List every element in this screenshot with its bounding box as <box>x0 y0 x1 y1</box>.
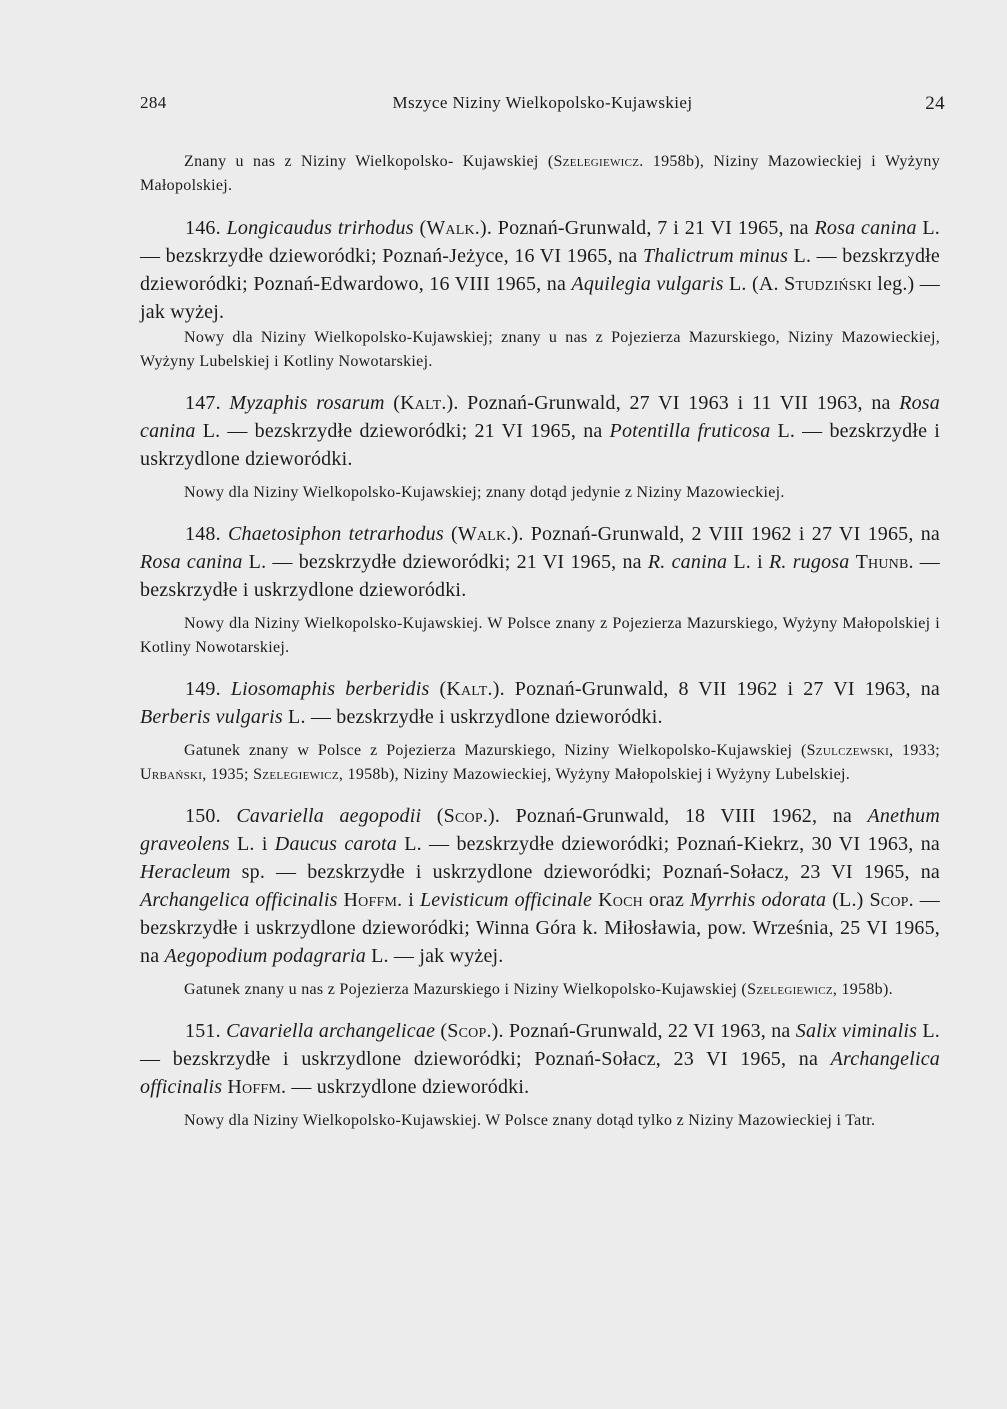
entry-number: 149. <box>185 678 221 700</box>
species-note-147: Nowy dla Niziny Wielkopolsko-Kujawskiej; znany dotąd jedynie z Niziny Mazowieckiej. <box>184 484 785 501</box>
species-entry-146: 146. Longicaudus trirhodus (Walk.). Poznań-Grunwald, 7 i 21 VI 1965, na Rosa canina L. — bezskrzydłe dzieworódki; Poznań-Jeżyce, 16 VI 1965, na Thalictrum minus L. — bezskrzydłe dzieworódki; Poznań-Edwardowo, 16 VIII 1965, na Aquilegia vulgaris L. (A. Studziński leg.) — jak wyżej. <box>140 217 941 323</box>
page-number-right: 24 <box>925 93 945 114</box>
intro-note: Znany u nas z Niziny Wielkopolsko- Kujawskiej (Szelegiewicz. 1958b), Niziny Mazowieckiej i Wyżyny Małopolskiej. <box>140 153 940 194</box>
species-name: Myzaphis rosarum <box>229 392 385 414</box>
species-note-149: Gatunek znany w Polsce z Pojezierza Mazurskiego, Niziny Wielkopolsko-Kujawskiej (Szulczewski, 1933; Urbański, 1935; Szelegiewicz, 1958b), Niziny Mazowieckiej, Wyżyny Małopolskiej i Wyżyny Lubelskiej. <box>140 742 940 783</box>
entry-number: 147. <box>185 392 221 414</box>
species-name: Liosomaphis berberidis <box>230 678 430 700</box>
species-entry-151: 151. Cavariella archangelicae (Scop.). Poznań-Grunwald, 22 VI 1963, na Salix viminalis L. — bezskrzydłe i uskrzydlone dzieworódki; Poznań-Sołacz, 23 VI 1965, na Archangelica officinalis Hoffm. — uskrzydlone dzieworódki. <box>140 1020 941 1098</box>
species-note-151: Nowy dla Niziny Wielkopolsko-Kujawskiej. W Polsce znany dotąd tylko z Niziny Mazowieckiej i Tatr. <box>184 1112 876 1129</box>
entry-number: 148. <box>185 523 221 545</box>
running-title: Mszyce Niziny Wielkopolsko-Kujawskiej <box>392 93 693 112</box>
page-body <box>140 150 940 1133</box>
page-number-left: 284 <box>140 93 167 112</box>
species-note-148: Nowy dla Niziny Wielkopolsko-Kujawskiej. W Polsce znany z Pojezierza Mazurskiego, Wyżyny Małopolskiej i Kotliny Nowotarskiej. <box>140 615 940 656</box>
species-name: Longicaudus trirhodus <box>226 217 414 239</box>
species-entry-150: 150. Cavariella aegopodii (Scop.). Poznań-Grunwald, 18 VIII 1962, na Anethum graveolens L. i Daucus carota L. — bezskrzydłe dzieworódki; Poznań-Kiekrz, 30 VI 1963, na Heracleum sp. — bezskrzydłe i uskrzydlone dzieworódki; Poznań-Sołacz, 23 VI 1965, na Archangelica officinalis Hoffm. i Levisticum officinale Koch oraz Myrrhis odorata (L.) Scop. — bezskrzydłe i uskrzydlone dzieworódki; Winna Góra k. Miłosławia, pow. Września, 25 VI 1965, na Aegopodium podagraria L. — jak wyżej. <box>140 805 941 967</box>
entry-number: 151. <box>185 1020 221 1042</box>
species-name: Cavariella archangelicae <box>226 1020 436 1042</box>
species-note-146: Nowy dla Niziny Wielkopolsko-Kujawskiej; znany u nas z Pojezierza Mazurskiego, Niziny Mazowieckiej, Wyżyny Lubelskiej i Kotliny Nowotarskiej. <box>140 329 940 370</box>
entry-number: 146. <box>185 217 221 239</box>
species-entry-149: 149. Liosomaphis berberidis (Kalt.). Poznań-Grunwald, 8 VII 1962 i 27 VI 1963, na Berberis vulgaris L. — bezskrzydłe i uskrzydlone dzieworódki. <box>140 678 940 728</box>
species-entry-148: 148. Chaetosiphon tetrarhodus (Walk.). Poznań-Grunwald, 2 VIII 1962 i 27 VI 1965, na Rosa canina L. — bezskrzydłe dzieworódki; 21 VI 1965, na R. canina L. i R. rugosa Thunb. — bezskrzydłe i uskrzydlone dzieworódki. <box>140 523 941 601</box>
species-entry-147: 147. Myzaphis rosarum (Kalt.). Poznań-Grunwald, 27 VI 1963 i 11 VII 1963, na Rosa canina L. — bezskrzydłe dzieworódki; 21 VI 1965, na Potentilla fruticosa L. — bezskrzydłe i uskrzydlone dzieworódki. <box>140 392 940 470</box>
species-note-150: Gatunek znany u nas z Pojezierza Mazurskiego i Niziny Wielkopolsko-Kujawskiej (Szelegiewicz, 1958b). <box>184 981 893 998</box>
species-name: Chaetosiphon tetrarhodus <box>227 523 444 545</box>
species-name: Cavariella aegopodii <box>236 805 422 827</box>
page-header <box>140 93 945 123</box>
entry-number: 150. <box>185 805 221 827</box>
